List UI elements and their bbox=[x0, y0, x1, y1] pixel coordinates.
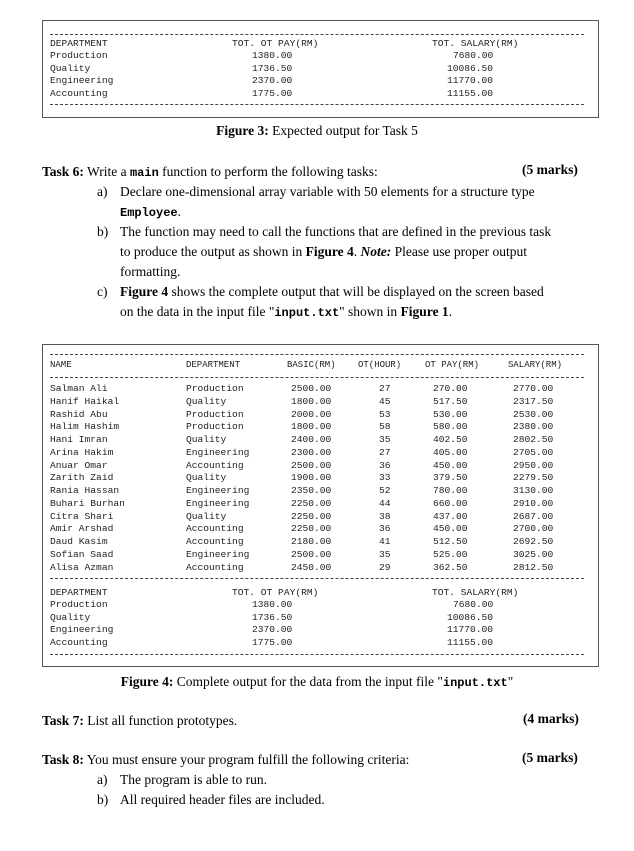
fig4-cell-name: Buhari Burhan bbox=[50, 497, 125, 509]
fig4-cell-name: Citra Shari bbox=[50, 510, 114, 522]
fig4-summary-dept-header: DEPARTMENT bbox=[50, 587, 108, 598]
fig3-row-dept: Production bbox=[50, 50, 108, 61]
fig3-row-sal: 10086.50 bbox=[447, 63, 494, 74]
task-7-label: Task 7: bbox=[42, 713, 84, 728]
fig3-row-dept: Quality bbox=[50, 63, 91, 74]
fig4-cell-otpay: 402.50 bbox=[433, 434, 468, 445]
fig4-cell-basic: 2250.00 bbox=[291, 523, 332, 535]
figure-4-mid-dashes bbox=[50, 578, 584, 579]
task-8-a-text: The program is able to run. bbox=[120, 772, 267, 787]
fig4-cell-otpay: 780.00 bbox=[433, 485, 468, 496]
task-6-a-line2 bbox=[120, 202, 181, 224]
fig4-cell-basic: 2250.00 bbox=[291, 497, 332, 509]
fig4-cell-dept: Engineering bbox=[186, 485, 250, 496]
fig4-cell-name: Arina Hakim bbox=[50, 446, 114, 458]
fig4-cell-dept: Accounting bbox=[186, 523, 244, 535]
fig4-cell-otpay: 525.00 bbox=[433, 548, 468, 560]
fig4-cell-salary: 2700.00 bbox=[513, 523, 554, 535]
fig4-summary-sal: 11155.00 bbox=[447, 636, 494, 648]
fig4-cell-name: Alisa Azman bbox=[50, 561, 114, 573]
fig4-cell-hour: 44 bbox=[379, 497, 391, 509]
figure-4-top-dashes bbox=[50, 354, 584, 355]
fig4-cell-name: Rashid Abu bbox=[50, 408, 108, 420]
fig4-cell-salary: 2687.00 bbox=[513, 510, 554, 522]
fig4-cell-dept: Engineering bbox=[186, 446, 250, 458]
fig4-cell-name: Hanif Haikal bbox=[50, 395, 120, 407]
fig4-cell-dept: Quality bbox=[186, 434, 227, 445]
fig4-cell-salary: 2705.00 bbox=[513, 446, 554, 458]
fig4-cell-otpay: 437.00 bbox=[433, 510, 468, 522]
fig4-cell-salary: 2770.00 bbox=[513, 383, 554, 394]
fig4-cell-otpay: 530.00 bbox=[433, 408, 468, 420]
fig4-cell-otpay: 512.50 bbox=[433, 536, 468, 547]
task-6-b-line2 bbox=[120, 242, 527, 262]
figure-4-caption bbox=[0, 674, 634, 690]
fig4-summary-ot: 1775.00 bbox=[252, 636, 293, 648]
fig4-cell-salary: 2380.00 bbox=[513, 421, 554, 433]
task-6-input-file-code: input.txt bbox=[274, 306, 340, 320]
task-6-b-line3: formatting. bbox=[120, 264, 181, 279]
figure-3-caption-label: Figure 3: bbox=[216, 123, 269, 138]
task-6-a-label: a) bbox=[97, 184, 108, 199]
fig4-cell-basic: 2000.00 bbox=[291, 408, 332, 420]
figure-4-header-dashes bbox=[50, 377, 584, 378]
fig4-summary-dept: Accounting bbox=[50, 636, 108, 648]
task-6-c-line2 bbox=[120, 302, 452, 324]
task-6-intro-a: Write a bbox=[87, 164, 127, 179]
fig3-row-ot: 2370.00 bbox=[252, 75, 293, 86]
fig4-cell-basic: 2500.00 bbox=[291, 383, 332, 394]
fig4-cell-hour: 36 bbox=[379, 459, 391, 471]
task-6-intro-b: function to perform the following tasks: bbox=[162, 164, 378, 179]
fig4-cell-dept: Accounting bbox=[186, 561, 244, 573]
fig4-header-hour: OT(HOUR) bbox=[358, 360, 402, 370]
task-6-b-note: Note: bbox=[360, 244, 392, 259]
fig4-cell-name: Rania Hassan bbox=[50, 485, 120, 496]
fig4-header-basic: BASIC(RM) bbox=[287, 360, 336, 370]
task-6-b-label: b) bbox=[97, 224, 109, 239]
fig4-cell-dept: Quality bbox=[186, 472, 227, 484]
task-6-c-line1-text: shows the complete output that will be displayed on the screen based bbox=[171, 284, 544, 299]
fig4-cell-hour: 35 bbox=[379, 434, 391, 445]
task-6-marks: (5 marks) bbox=[522, 162, 578, 177]
fig4-summary-dept: Quality bbox=[50, 611, 91, 623]
fig4-cell-name: Hani Imran bbox=[50, 434, 108, 445]
fig4-summary-sal: 11770.00 bbox=[447, 624, 494, 635]
figure-3-bottom-dashes bbox=[50, 104, 584, 105]
fig4-cell-basic: 2500.00 bbox=[291, 548, 332, 560]
fig4-cell-dept: Engineering bbox=[186, 548, 250, 560]
fig4-cell-hour: 52 bbox=[379, 485, 391, 496]
fig4-cell-salary: 2812.50 bbox=[513, 561, 554, 573]
fig4-cell-salary: 2802.50 bbox=[513, 434, 554, 445]
fig4-header-name: NAME bbox=[50, 360, 72, 370]
fig4-cell-otpay: 362.50 bbox=[433, 561, 468, 573]
fig3-otpay-header: TOT. OT PAY(RM) bbox=[232, 38, 319, 49]
figure-4-caption-label: Figure 4: bbox=[120, 674, 174, 689]
task-6-c-figure1-ref: Figure 1 bbox=[400, 304, 449, 319]
figure-4-caption-text: Complete output for the data from the input file " bbox=[176, 674, 443, 689]
fig4-cell-salary: 3025.00 bbox=[513, 548, 554, 560]
task-6-a-line1: Declare one-dimensional array variable with 50 elements for a structure type bbox=[120, 184, 535, 199]
fig4-cell-hour: 45 bbox=[379, 395, 391, 407]
fig4-cell-basic: 2250.00 bbox=[291, 510, 332, 522]
fig4-cell-hour: 36 bbox=[379, 523, 391, 535]
fig4-cell-basic: 1800.00 bbox=[291, 421, 332, 433]
task-8-line bbox=[42, 750, 409, 770]
task-8-b-label: b) bbox=[97, 792, 109, 807]
fig4-cell-dept: Production bbox=[186, 421, 244, 433]
fig4-cell-hour: 27 bbox=[379, 383, 391, 394]
figure-3-top-dashes bbox=[50, 34, 584, 35]
fig3-row-ot: 1736.50 bbox=[252, 63, 293, 74]
fig4-header-otpay: OT PAY(RM) bbox=[425, 360, 480, 370]
fig4-cell-name: Salman Ali bbox=[50, 383, 108, 394]
fig4-summary-ot: 2370.00 bbox=[252, 624, 293, 635]
fig4-cell-otpay: 379.50 bbox=[433, 472, 468, 484]
fig4-cell-name: Daud Kasim bbox=[50, 536, 108, 547]
task-7-marks: (4 marks) bbox=[523, 711, 579, 726]
task-6-c-end: . bbox=[448, 304, 453, 319]
fig4-cell-hour: 38 bbox=[379, 510, 391, 522]
fig4-cell-dept: Production bbox=[186, 408, 244, 420]
fig4-cell-otpay: 660.00 bbox=[433, 497, 468, 509]
task-6-label: Task 6: bbox=[42, 164, 84, 179]
fig4-cell-salary: 2950.00 bbox=[513, 459, 554, 471]
task-6-a-end: . bbox=[177, 204, 181, 219]
fig3-row-sal: 7680.00 bbox=[453, 50, 494, 61]
task-6-c-line2b: " shown in bbox=[339, 304, 398, 319]
fig4-cell-otpay: 450.00 bbox=[433, 459, 468, 471]
fig4-summary-sal: 7680.00 bbox=[453, 599, 494, 610]
task-6-main-code: main bbox=[129, 166, 159, 180]
fig4-cell-name: Sofian Saad bbox=[50, 548, 114, 560]
fig4-cell-salary: 2279.50 bbox=[513, 472, 554, 484]
fig4-cell-name: Zarith Zaid bbox=[50, 472, 114, 484]
fig4-cell-otpay: 405.00 bbox=[433, 446, 468, 458]
figure-4-caption-end: " bbox=[507, 674, 514, 689]
task-8-label: Task 8: bbox=[42, 752, 84, 767]
fig4-cell-name: Halim Hashim bbox=[50, 421, 120, 433]
fig4-cell-hour: 33 bbox=[379, 472, 391, 484]
figure-4-caption-code: input.txt bbox=[442, 676, 508, 690]
fig4-cell-hour: 29 bbox=[379, 561, 391, 573]
task-8-a-label: a) bbox=[97, 772, 108, 787]
task-6-c-line2a: on the data in the input file " bbox=[120, 304, 275, 319]
fig3-dept-header: DEPARTMENT bbox=[50, 38, 108, 49]
fig4-cell-basic: 2300.00 bbox=[291, 446, 332, 458]
fig4-cell-hour: 58 bbox=[379, 421, 391, 433]
fig3-row-sal: 11770.00 bbox=[447, 75, 494, 86]
fig4-cell-dept: Accounting bbox=[186, 459, 244, 471]
fig4-cell-hour: 27 bbox=[379, 446, 391, 458]
fig4-header-dept: DEPARTMENT bbox=[186, 360, 241, 370]
fig4-cell-salary: 3130.00 bbox=[513, 485, 554, 496]
fig4-cell-salary: 2530.00 bbox=[513, 408, 554, 420]
fig4-cell-otpay: 270.00 bbox=[433, 383, 468, 394]
fig4-summary-dept: Production bbox=[50, 599, 108, 610]
task-6-b-line1: The function may need to call the functions that are defined in the previous task bbox=[120, 224, 552, 239]
fig4-cell-basic: 1900.00 bbox=[291, 472, 332, 484]
fig3-salary-header: TOT. SALARY(RM) bbox=[432, 38, 519, 49]
task-6-employee-code: Employee bbox=[120, 206, 178, 220]
fig4-cell-dept: Accounting bbox=[186, 536, 244, 547]
fig4-cell-salary: 2317.50 bbox=[513, 395, 554, 407]
figure-3-caption bbox=[0, 123, 634, 139]
fig4-cell-name: Anuar Omar bbox=[50, 459, 108, 471]
fig4-cell-hour: 35 bbox=[379, 548, 391, 560]
fig3-row-dept: Engineering bbox=[50, 75, 114, 86]
fig4-cell-dept: Production bbox=[186, 383, 244, 394]
fig4-cell-salary: 2692.50 bbox=[513, 536, 554, 547]
fig4-cell-otpay: 580.00 bbox=[433, 421, 468, 433]
fig3-row-ot: 1380.00 bbox=[252, 50, 293, 61]
fig4-cell-dept: Quality bbox=[186, 510, 227, 522]
fig3-row-dept: Accounting bbox=[50, 88, 108, 99]
fig4-cell-name: Amir Arshad bbox=[50, 523, 114, 535]
task-8-b-text: All required header files are included. bbox=[120, 792, 325, 807]
task-6-b-figure-ref: Figure 4 bbox=[305, 244, 354, 259]
fig4-cell-otpay: 450.00 bbox=[433, 523, 468, 535]
task-6-b-line2b: . bbox=[353, 244, 358, 259]
fig4-cell-basic: 2400.00 bbox=[291, 434, 332, 445]
fig4-summary-otpay-header: TOT. OT PAY(RM) bbox=[232, 587, 319, 598]
fig4-cell-basic: 2350.00 bbox=[291, 485, 332, 496]
fig4-cell-dept: Quality bbox=[186, 395, 227, 407]
figure-4-bottom-dashes bbox=[50, 654, 584, 655]
fig4-cell-otpay: 517.50 bbox=[433, 395, 468, 407]
task-6-c-label: c) bbox=[97, 284, 108, 299]
fig4-cell-basic: 1800.00 bbox=[291, 395, 332, 407]
task-8-text: You must ensure your program fulfill the following criteria: bbox=[86, 752, 410, 767]
task-6-c-line1 bbox=[120, 282, 544, 302]
fig4-cell-basic: 2500.00 bbox=[291, 459, 332, 471]
fig4-header-salary: SALARY(RM) bbox=[508, 360, 563, 370]
figure-3-caption-text: Expected output for Task 5 bbox=[272, 123, 418, 138]
fig3-row-sal: 11155.00 bbox=[447, 88, 494, 99]
fig3-row-ot: 1775.00 bbox=[252, 88, 293, 99]
task-7-line bbox=[42, 711, 237, 731]
task-6-c-figure-ref: Figure 4 bbox=[120, 284, 169, 299]
task-6-b-line2c: Please use proper output bbox=[394, 244, 527, 259]
fig4-cell-salary: 2910.00 bbox=[513, 497, 554, 509]
fig4-summary-sal: 10086.50 bbox=[447, 611, 494, 623]
task-6-b-line2a: to produce the output as shown in bbox=[120, 244, 303, 259]
fig4-cell-hour: 53 bbox=[379, 408, 391, 420]
fig4-summary-ot: 1380.00 bbox=[252, 599, 293, 610]
fig4-summary-salary-header: TOT. SALARY(RM) bbox=[432, 587, 519, 598]
fig4-cell-hour: 41 bbox=[379, 536, 391, 547]
fig4-summary-ot: 1736.50 bbox=[252, 611, 293, 623]
task-8-marks: (5 marks) bbox=[522, 750, 578, 765]
fig4-cell-dept: Engineering bbox=[186, 497, 250, 509]
fig4-cell-basic: 2180.00 bbox=[291, 536, 332, 547]
task-6-intro bbox=[42, 162, 378, 184]
fig4-summary-dept: Engineering bbox=[50, 624, 114, 635]
task-7-text: List all function prototypes. bbox=[87, 713, 238, 728]
fig4-cell-basic: 2450.00 bbox=[291, 561, 332, 573]
